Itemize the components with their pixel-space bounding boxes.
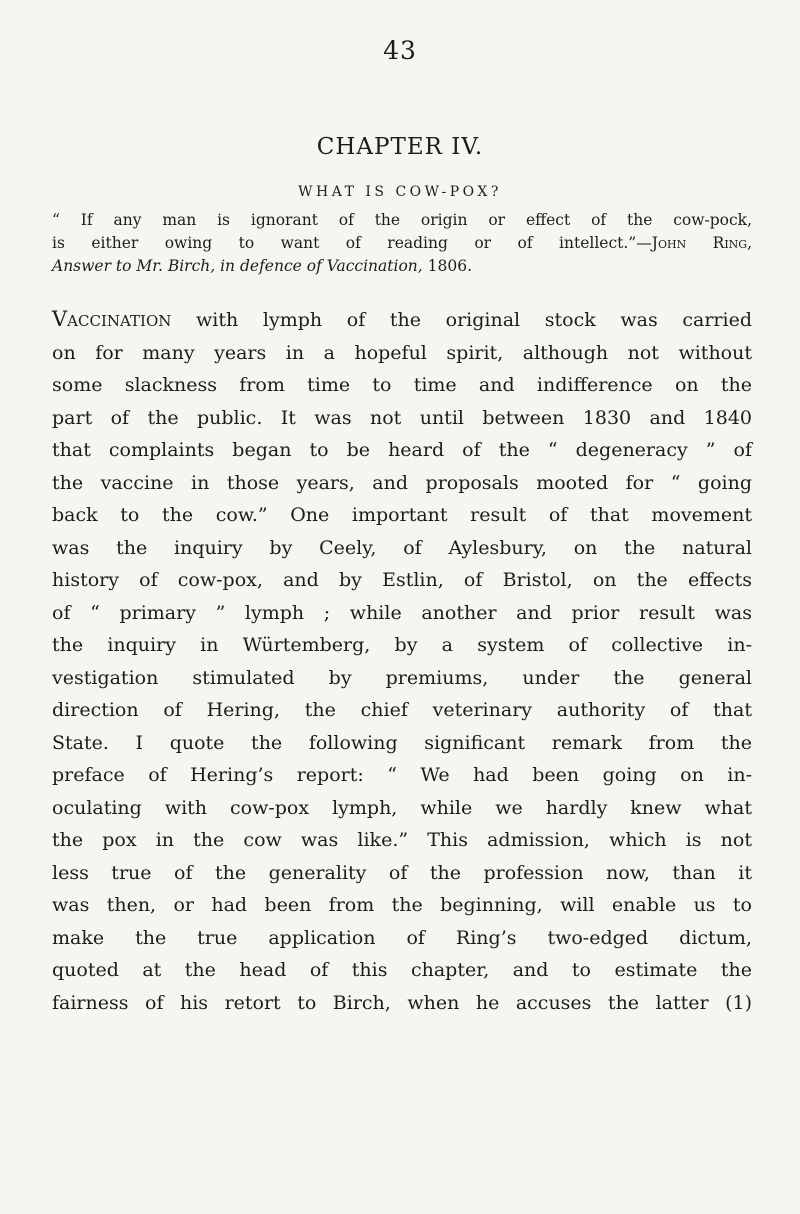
body-line: on for many years in a hopeful spirit, although not without [52, 341, 752, 364]
chapter-subtitle: WHAT IS COW-POX? [298, 184, 502, 200]
body-line: make the true application of Ring’s two-edged dictum, [52, 926, 752, 949]
epigraph-text: is either owing to want of reading or of intellect.”— [52, 234, 652, 252]
epigraph-line: “ If any man is ignorant of the origin or effect of the cow-pock, [52, 211, 752, 229]
first-word: Vaccination [52, 307, 172, 331]
body-line: history of cow-pox, and by Estlin, of Bristol, on the effects [52, 569, 752, 591]
body-line: fairness of his retort to Birch, when he accuses the latter (1) [52, 991, 752, 1014]
body-line: less true of the generality of the profession now, than it [52, 861, 752, 884]
body-line: some slackness from time to time and indifference on the [52, 374, 752, 396]
body-line: direction of Hering, the chief veterinary authority of that [52, 699, 752, 721]
body-line: back to the cow.” One important result of that movement [52, 504, 752, 526]
body-text [52, 303, 752, 1019]
epigraph [52, 209, 752, 278]
body-line: the inquiry in Würtemberg, by a system of collective in- [52, 634, 752, 656]
body-line [52, 303, 752, 337]
body-line: part of the public. It was not until between 1830 and 1840 [52, 406, 752, 429]
epigraph-line [52, 232, 752, 255]
body-line-text: with lymph of the original stock was carried [171, 309, 752, 331]
body-line: State. I quote the following significant remark from the [52, 731, 752, 754]
epigraph-year: 1806. [422, 257, 473, 275]
page-number: 43 [383, 36, 417, 65]
body-line: the vaccine in those years, and proposals mooted for “ going [52, 471, 752, 494]
epigraph-author: John Ring, [651, 234, 752, 252]
chapter-title: CHAPTER IV. [316, 134, 484, 160]
body-line: of “ primary ” lymph ; while another and prior result was [52, 601, 752, 624]
body-line: vestigation stimulated by premiums, under the general [52, 666, 752, 689]
epigraph-source: Answer to Mr. Birch, in defence of Vaccination, [52, 257, 423, 275]
body-line: was the inquiry by Ceely, of Aylesbury, on the natural [52, 536, 752, 559]
body-line: oculating with cow-pox lymph, while we hardly knew what [52, 796, 752, 819]
body-line: was then, or had been from the beginning, will enable us to [52, 894, 752, 916]
body-line: preface of Hering’s report: “ We had been going on in- [52, 764, 752, 786]
body-line: the pox in the cow was like.” This admission, which is not [52, 829, 752, 851]
body-line: that complaints began to be heard of the “ degeneracy ” of [52, 439, 752, 461]
epigraph-line [52, 255, 752, 278]
body-line: quoted at the head of this chapter, and to estimate the [52, 959, 752, 981]
